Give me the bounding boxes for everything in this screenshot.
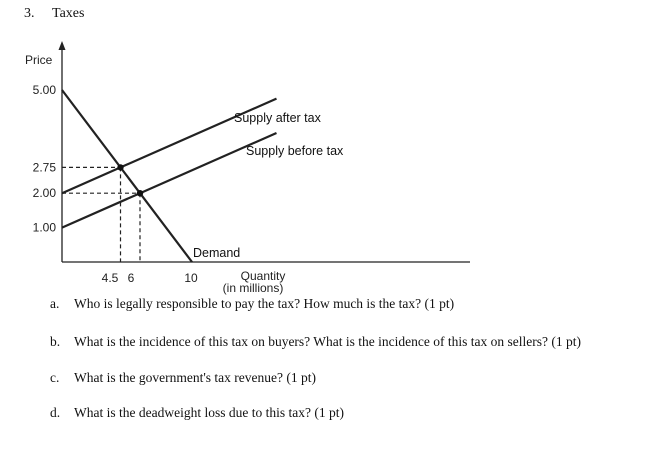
question-letter: b.: [50, 334, 61, 349]
label-supply-after-tax: Supply after tax: [234, 111, 321, 125]
question-text: Who is legally responsible to pay the tax? How much is the tax? (1 pt): [74, 296, 455, 311]
x-tick-label-6: 6: [127, 271, 135, 285]
question-text: What is the government's tax revenue? (1 pt): [74, 370, 316, 385]
problem-title: Taxes: [52, 6, 85, 21]
label-supply-before-tax: Supply before tax: [246, 144, 344, 158]
y-tick-label-5-00: 5.00: [32, 83, 56, 97]
y-tick-label-1-00: 1.00: [32, 220, 56, 235]
question-letter: d.: [50, 405, 61, 420]
question-letter: a.: [50, 296, 60, 311]
x-tick-label-10: 10: [184, 271, 198, 285]
problem-number: 3.: [24, 6, 35, 21]
question-text: What is the incidence of this tax on buyers? What is the incidence of this tax on sellers? (1 pt): [74, 334, 581, 349]
curve-supply-before-tax: [62, 133, 277, 228]
label-demand: Demand: [193, 246, 241, 260]
y-tick-label-2-00: 2.00: [32, 186, 56, 201]
question-text: What is the deadweight loss due to this tax? (1 pt): [74, 405, 344, 420]
x-tick-label-4-5: 4.5: [101, 271, 119, 285]
question-letter: c.: [50, 370, 60, 385]
y-axis-label: Price: [25, 53, 53, 67]
y-tick-label-2-75: 2.75: [32, 160, 56, 175]
x-axis-label: Quantity: [240, 269, 286, 283]
equilibrium-point-0: [117, 164, 123, 170]
curve-demand: [62, 90, 192, 262]
y-axis-arrow: [59, 41, 66, 50]
x-axis-sublabel: (in millions): [222, 281, 284, 295]
equilibrium-point-1: [137, 190, 143, 196]
